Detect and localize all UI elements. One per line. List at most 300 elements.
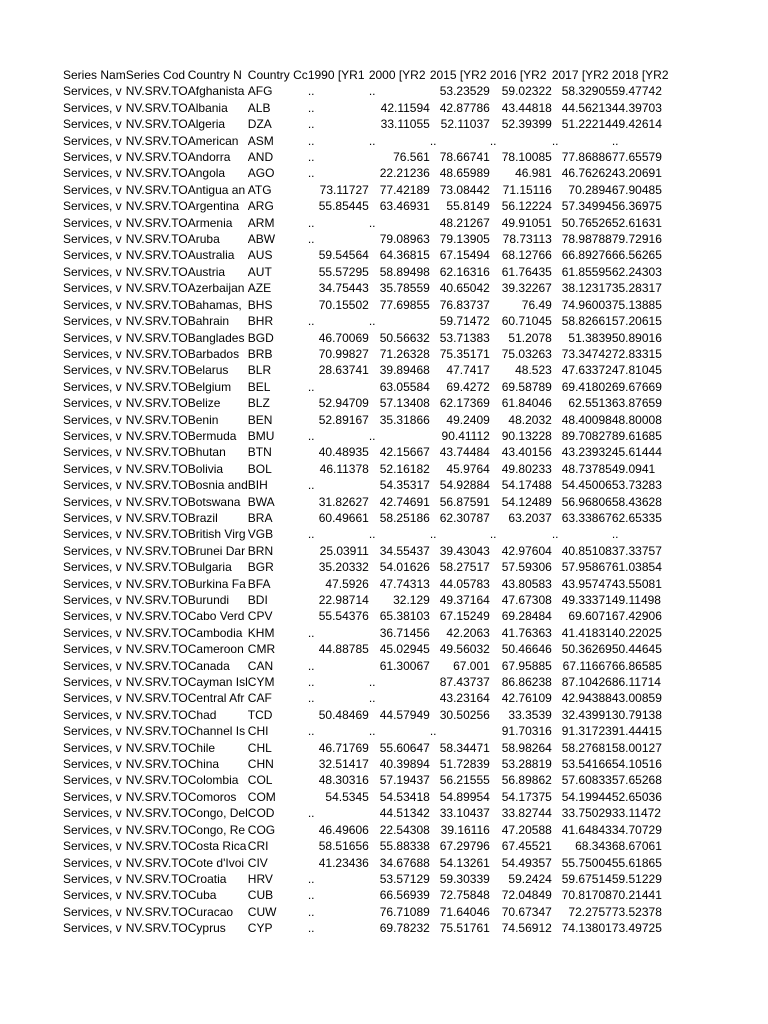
table-cell[interactable]: 61.30067 (379, 658, 430, 673)
table-cell[interactable]: .. (368, 428, 376, 443)
table-cell[interactable]: NV.SRV.TO (125, 740, 188, 755)
table-cell[interactable]: Services, v (63, 543, 122, 558)
table-cell[interactable]: 63.46931 (379, 199, 430, 214)
table-cell[interactable]: Services, v (63, 363, 122, 378)
table-cell[interactable]: .. (368, 724, 376, 739)
table-cell[interactable]: Andorra (187, 150, 231, 165)
header-cell[interactable]: Country N (187, 68, 242, 82)
table-cell[interactable]: .. (307, 232, 315, 247)
table-cell[interactable]: Comoros (187, 789, 237, 804)
table-cell[interactable]: 56.87591 (439, 494, 490, 509)
table-cell[interactable]: Chad (187, 707, 217, 722)
table-cell[interactable]: 47.7417 (446, 363, 490, 378)
table-cell[interactable]: 28.63741 (318, 363, 369, 378)
header-cell[interactable]: 2016 [YR2 (489, 68, 547, 82)
header-cell[interactable]: Country Cc (247, 68, 308, 82)
table-cell[interactable]: Banglades (187, 330, 245, 345)
table-cell[interactable]: NV.SRV.TO (125, 100, 188, 115)
table-cell[interactable]: NV.SRV.TO (125, 379, 188, 394)
table-cell[interactable]: 54.10516 (611, 757, 662, 772)
table-cell[interactable]: 65.38103 (379, 609, 430, 624)
table-cell[interactable]: NV.SRV.TO (125, 396, 188, 411)
table-cell[interactable]: 43.00859 (611, 691, 662, 706)
table-cell[interactable]: Costa Rica (187, 839, 247, 854)
table-cell[interactable]: 55.54376 (318, 609, 369, 624)
table-cell[interactable]: CHI (247, 724, 269, 739)
table-cell[interactable]: NV.SRV.TO (125, 806, 188, 821)
table-cell[interactable]: 52.94709 (318, 396, 369, 411)
table-cell[interactable]: 66.56265 (611, 248, 662, 263)
table-cell[interactable]: 40.22025 (611, 625, 662, 640)
table-cell[interactable]: NV.SRV.TO (125, 248, 188, 263)
table-cell[interactable]: .. (551, 527, 559, 542)
table-cell[interactable]: Chile (187, 740, 216, 755)
table-cell[interactable]: NV.SRV.TO (125, 412, 188, 427)
table-cell[interactable]: Austria (187, 264, 226, 279)
table-cell[interactable]: 40.65042 (439, 281, 490, 296)
table-cell[interactable]: 42.94388 (561, 691, 612, 706)
table-cell[interactable]: 52.11037 (440, 117, 490, 132)
table-cell[interactable]: 50.56632 (379, 330, 430, 345)
table-cell[interactable]: Services, v (63, 740, 122, 755)
table-cell[interactable]: 43.20691 (611, 166, 662, 181)
table-cell[interactable]: 55.75004 (561, 855, 612, 870)
table-cell[interactable]: 40.48935 (318, 445, 369, 460)
table-cell[interactable]: CAN (247, 658, 274, 673)
table-cell[interactable]: 44.88785 (318, 642, 369, 657)
table-cell[interactable]: TCD (247, 707, 273, 722)
header-cell[interactable]: 2000 [YR2 (368, 68, 426, 82)
table-cell[interactable]: NV.SRV.TO (125, 330, 188, 345)
table-cell[interactable]: 69.6071 (568, 609, 612, 624)
table-cell[interactable]: 61.84046 (501, 396, 552, 411)
table-cell[interactable]: AUT (247, 264, 272, 279)
table-cell[interactable]: 59.2424 (508, 871, 552, 886)
table-cell[interactable]: 67.15494 (439, 248, 490, 263)
table-cell[interactable]: .. (307, 888, 315, 903)
table-cell[interactable]: 67.15249 (439, 609, 490, 624)
table-cell[interactable]: 33.3539 (508, 707, 552, 722)
table-cell[interactable]: 59.30339 (439, 871, 490, 886)
table-cell[interactable]: 22.54308 (379, 822, 430, 837)
table-cell[interactable]: 44.05783 (439, 576, 490, 591)
table-cell[interactable]: 67.11667 (562, 658, 612, 673)
table-cell[interactable]: Services, v (63, 527, 122, 542)
table-cell[interactable]: 78.10085 (501, 150, 552, 165)
table-cell[interactable]: 46.49606 (318, 822, 369, 837)
table-cell[interactable]: 22.21236 (379, 166, 430, 181)
table-cell[interactable]: NV.SRV.TO (125, 494, 188, 509)
table-cell[interactable]: 57.13408 (379, 396, 430, 411)
table-cell[interactable]: 69.41802 (561, 379, 612, 394)
table-cell[interactable]: 39.89468 (379, 363, 430, 378)
table-cell[interactable]: NV.SRV.TO (125, 314, 188, 329)
table-cell[interactable]: 59.02322 (501, 84, 552, 99)
table-cell[interactable]: 34.67688 (379, 855, 430, 870)
table-cell[interactable]: 39.43043 (439, 543, 490, 558)
table-cell[interactable]: Services, v (63, 100, 122, 115)
table-cell[interactable]: NV.SRV.TO (125, 871, 188, 886)
table-cell[interactable]: 67.001 (453, 658, 490, 673)
table-cell[interactable]: China (187, 757, 220, 772)
table-cell[interactable]: 58.32905 (561, 84, 612, 99)
table-cell[interactable]: 58.25186 (379, 510, 430, 525)
header-cell[interactable]: 2018 [YR2 (611, 68, 669, 82)
table-cell[interactable]: 58.51656 (318, 839, 369, 854)
table-cell[interactable]: .. (489, 133, 497, 148)
table-cell[interactable]: 48.30316 (318, 773, 369, 788)
table-cell[interactable]: Bahamas, (187, 297, 242, 312)
table-cell[interactable]: 50.76526 (561, 215, 612, 230)
table-cell[interactable]: CRI (247, 839, 269, 854)
table-cell[interactable]: 72.04849 (501, 888, 552, 903)
table-cell[interactable]: 42.15667 (379, 445, 430, 460)
table-cell[interactable]: 41.23436 (318, 855, 369, 870)
table-cell[interactable]: Bermuda (187, 428, 237, 443)
table-cell[interactable]: 57.19437 (379, 773, 430, 788)
table-cell[interactable]: Services, v (63, 117, 122, 132)
table-cell[interactable]: Services, v (63, 346, 122, 361)
table-cell[interactable]: 43.80583 (501, 576, 552, 591)
table-cell[interactable]: 73.11727 (319, 182, 369, 197)
table-cell[interactable]: .. (307, 724, 315, 739)
table-cell[interactable]: Cayman Isl (187, 675, 248, 690)
table-cell[interactable]: ARG (247, 199, 274, 214)
table-cell[interactable]: NV.SRV.TO (125, 757, 188, 772)
table-cell[interactable]: 35.31866 (379, 412, 430, 427)
table-cell[interactable]: 59.54564 (318, 248, 369, 263)
table-cell[interactable]: 35.20332 (318, 560, 369, 575)
table-cell[interactable]: American (187, 133, 239, 148)
table-cell[interactable]: 40.39894 (379, 757, 430, 772)
table-cell[interactable]: 68.12766 (501, 248, 552, 263)
table-cell[interactable]: BMU (247, 428, 275, 443)
table-cell[interactable]: NV.SRV.TO (125, 297, 188, 312)
table-cell[interactable]: 53.73283 (611, 478, 662, 493)
table-cell[interactable]: 59.71472 (439, 314, 490, 329)
table-cell[interactable]: Belarus (187, 363, 229, 378)
table-cell[interactable]: 35.28317 (611, 281, 662, 296)
table-cell[interactable]: 66.89276 (561, 248, 612, 263)
table-cell[interactable]: CUW (247, 904, 277, 919)
table-cell[interactable]: 58.34471 (439, 740, 490, 755)
table-cell[interactable]: 43.74484 (439, 445, 490, 460)
table-cell[interactable]: 74.96003 (561, 297, 612, 312)
table-cell[interactable]: 76.83737 (439, 297, 490, 312)
table-cell[interactable]: Services, v (63, 839, 122, 854)
table-cell[interactable]: 46.70069 (318, 330, 369, 345)
table-cell[interactable]: 48.65989 (439, 166, 490, 181)
table-cell[interactable]: 54.13261 (439, 855, 490, 870)
table-cell[interactable]: BLR (247, 363, 272, 378)
table-cell[interactable]: 43.23932 (561, 445, 612, 460)
table-cell[interactable]: BOL (247, 461, 272, 476)
table-cell[interactable]: Services, v (63, 642, 122, 657)
table-cell[interactable]: .. (368, 691, 376, 706)
table-cell[interactable]: Services, v (63, 593, 122, 607)
table-cell[interactable]: BDI (247, 593, 268, 607)
table-cell[interactable]: Services, v (63, 675, 122, 690)
table-cell[interactable]: .. (307, 904, 315, 919)
table-cell[interactable]: 42.87786 (439, 100, 490, 115)
table-cell[interactable]: 89.70827 (561, 428, 612, 443)
table-cell[interactable]: 34.75443 (318, 281, 369, 296)
table-cell[interactable]: BHS (247, 297, 273, 312)
table-cell[interactable]: 70.99827 (318, 346, 369, 361)
table-cell[interactable]: Services, v (63, 264, 122, 279)
table-cell[interactable]: BFA (247, 576, 271, 591)
table-cell[interactable]: Services, v (63, 822, 122, 837)
table-cell[interactable]: 43.44818 (501, 100, 552, 115)
table-cell[interactable]: Angola (187, 166, 226, 181)
table-cell[interactable]: 49.33371 (561, 593, 612, 607)
table-cell[interactable]: 79.08963 (379, 232, 430, 247)
table-cell[interactable]: .. (307, 379, 315, 394)
table-cell[interactable]: 63.05584 (379, 379, 430, 394)
table-cell[interactable]: 77.86886 (561, 150, 612, 165)
table-cell[interactable]: 54.92884 (439, 478, 490, 493)
table-cell[interactable]: 55.88338 (379, 839, 430, 854)
table-cell[interactable]: 51.72839 (439, 757, 490, 772)
table-cell[interactable]: 89.61685 (611, 428, 662, 443)
table-cell[interactable]: NV.SRV.TO (125, 855, 188, 870)
table-cell[interactable]: 39.32267 (501, 281, 552, 296)
table-cell[interactable]: 91.31723 (561, 724, 612, 739)
header-cell[interactable]: 1990 [YR1 (307, 68, 365, 82)
table-cell[interactable]: NV.SRV.TO (125, 84, 188, 99)
table-cell[interactable]: NV.SRV.TO (125, 789, 188, 804)
table-cell[interactable]: 47.81045 (611, 363, 662, 378)
table-cell[interactable]: 61.85595 (561, 264, 612, 279)
table-cell[interactable]: Cabo Verd (187, 609, 245, 624)
table-cell[interactable]: BHR (247, 314, 274, 329)
table-cell[interactable]: 63.87659 (611, 396, 662, 411)
table-cell[interactable]: Services, v (63, 478, 122, 493)
table-cell[interactable]: Services, v (63, 248, 122, 263)
table-cell[interactable]: NV.SRV.TO (125, 707, 188, 722)
table-cell[interactable]: 37.33757 (611, 543, 662, 558)
table-cell[interactable]: .. (368, 133, 376, 148)
table-cell[interactable]: 42.11594 (380, 100, 430, 115)
table-cell[interactable]: CAF (247, 691, 272, 706)
table-cell[interactable]: Canada (187, 658, 230, 673)
table-cell[interactable]: 74.13801 (561, 921, 612, 936)
table-cell[interactable]: .. (307, 806, 315, 821)
table-cell[interactable]: 46.71769 (318, 740, 369, 755)
table-cell[interactable]: 36.71456 (379, 625, 430, 640)
table-cell[interactable]: .. (429, 133, 437, 148)
table-cell[interactable]: Services, v (63, 724, 122, 739)
table-cell[interactable]: 72.2757 (568, 904, 612, 919)
table-cell[interactable]: 73.34742 (561, 346, 612, 361)
table-cell[interactable]: 58.27517 (439, 560, 490, 575)
table-cell[interactable]: 43.55081 (611, 576, 662, 591)
table-cell[interactable]: 67.45521 (501, 839, 552, 854)
table-cell[interactable]: 73.08442 (439, 182, 490, 197)
table-cell[interactable]: 33.10437 (439, 806, 490, 821)
table-cell[interactable]: 43.40156 (501, 445, 552, 460)
table-cell[interactable]: Services, v (63, 806, 122, 821)
table-cell[interactable]: Services, v (63, 166, 122, 181)
table-cell[interactable]: 57.60833 (561, 773, 612, 788)
table-cell[interactable]: BGD (247, 330, 274, 345)
table-cell[interactable]: AGO (247, 166, 275, 181)
table-cell[interactable]: Bulgaria (187, 560, 232, 575)
table-cell[interactable]: 49.56032 (439, 642, 490, 657)
table-cell[interactable]: .. (611, 527, 619, 542)
table-cell[interactable]: British Virg (187, 527, 246, 542)
table-cell[interactable]: Brunei Dar (187, 543, 246, 558)
table-cell[interactable]: 62.65335 (611, 510, 662, 525)
table-cell[interactable]: Services, v (63, 560, 122, 575)
table-cell[interactable]: 50.36269 (561, 642, 612, 657)
table-cell[interactable]: BRA (247, 510, 273, 525)
table-cell[interactable]: 49.11498 (611, 593, 661, 607)
table-cell[interactable]: Services, v (63, 330, 122, 345)
table-cell[interactable]: 30.50256 (439, 707, 490, 722)
table-cell[interactable]: Australia (187, 248, 235, 263)
table-cell[interactable]: 62.5513 (568, 396, 612, 411)
table-cell[interactable]: NV.SRV.TO (125, 199, 188, 214)
table-cell[interactable]: 44.56213 (561, 100, 612, 115)
table-cell[interactable]: Services, v (63, 707, 122, 722)
table-cell[interactable]: Afghanista (187, 84, 245, 99)
table-cell[interactable]: .. (307, 428, 315, 443)
table-cell[interactable]: 33.11472 (611, 806, 661, 821)
table-cell[interactable]: 70.15502 (318, 297, 369, 312)
table-cell[interactable]: 46.981 (515, 166, 552, 181)
table-cell[interactable]: AND (247, 150, 274, 165)
table-cell[interactable]: 50.48469 (318, 707, 369, 722)
table-cell[interactable]: 58.00127 (611, 740, 662, 755)
table-cell[interactable]: 43.95747 (561, 576, 612, 591)
table-cell[interactable]: 25.03911 (319, 543, 369, 558)
table-cell[interactable]: 34.55437 (379, 543, 430, 558)
table-cell[interactable]: 48.2032 (508, 412, 552, 427)
table-cell[interactable]: Services, v (63, 396, 122, 411)
table-cell[interactable]: ARM (247, 215, 275, 230)
table-cell[interactable]: Services, v (63, 494, 122, 509)
table-cell[interactable]: 58.82661 (561, 314, 612, 329)
table-cell[interactable]: HRV (247, 871, 273, 886)
table-cell[interactable]: Algeria (187, 117, 226, 132)
table-cell[interactable]: CMR (247, 642, 276, 657)
table-cell[interactable]: 68.343 (575, 839, 612, 854)
table-cell[interactable]: Services, v (63, 412, 122, 427)
table-cell[interactable]: 70.21441 (611, 888, 662, 903)
table-cell[interactable]: 48.21267 (439, 215, 490, 230)
table-cell[interactable]: 44.39703 (611, 100, 662, 115)
table-cell[interactable]: .. (368, 215, 376, 230)
table-cell[interactable]: 39.16116 (440, 822, 490, 837)
table-cell[interactable]: 67.29796 (439, 839, 490, 854)
table-cell[interactable]: 42.76109 (501, 691, 552, 706)
table-cell[interactable]: 41.41831 (561, 625, 612, 640)
table-cell[interactable]: .. (307, 117, 315, 132)
table-cell[interactable]: ALB (247, 100, 271, 115)
table-cell[interactable]: 52.61631 (611, 215, 662, 230)
table-cell[interactable]: 87.43737 (439, 675, 490, 690)
table-cell[interactable]: 50.89016 (611, 330, 662, 345)
table-cell[interactable]: 58.98264 (501, 740, 552, 755)
table-cell[interactable]: Services, v (63, 904, 122, 919)
table-cell[interactable]: 54.17488 (501, 478, 552, 493)
table-cell[interactable]: Curacao (187, 904, 234, 919)
table-cell[interactable]: Albania (187, 100, 228, 115)
table-cell[interactable]: .. (368, 84, 376, 99)
table-cell[interactable]: 79.13905 (439, 232, 490, 247)
table-cell[interactable]: .. (307, 921, 315, 936)
table-cell[interactable]: CYM (247, 675, 275, 690)
header-cell[interactable]: Series Nam (63, 68, 126, 82)
table-cell[interactable]: NV.SRV.TO (125, 428, 188, 443)
table-cell[interactable]: Brazil (187, 510, 218, 525)
table-cell[interactable]: Services, v (63, 199, 122, 214)
table-cell[interactable]: 91.44415 (611, 724, 662, 739)
table-cell[interactable]: 75.03263 (501, 346, 552, 361)
table-cell[interactable]: 49.42614 (611, 117, 662, 132)
table-cell[interactable]: 76.71089 (379, 904, 430, 919)
table-cell[interactable]: .. (489, 527, 497, 542)
table-cell[interactable]: 74.56912 (501, 921, 552, 936)
table-cell[interactable]: 61.03854 (611, 560, 662, 575)
table-cell[interactable]: 71.64046 (439, 904, 490, 919)
table-cell[interactable]: NV.SRV.TO (125, 117, 188, 132)
table-cell[interactable]: 35.78559 (379, 281, 430, 296)
table-cell[interactable]: Cuba (187, 888, 217, 903)
table-cell[interactable]: Services, v (63, 215, 122, 230)
table-cell[interactable]: NV.SRV.TO (125, 232, 188, 247)
table-cell[interactable]: 76.49 (521, 297, 552, 312)
table-cell[interactable]: 56.96806 (561, 494, 612, 509)
table-cell[interactable]: 56.89862 (501, 773, 552, 788)
table-cell[interactable]: 66.56939 (379, 888, 430, 903)
table-cell[interactable]: Bosnia and (187, 478, 248, 493)
table-cell[interactable]: 47.74313 (379, 576, 430, 591)
table-cell[interactable]: 59.67514 (561, 871, 612, 886)
table-cell[interactable]: Argentina (187, 199, 240, 214)
table-cell[interactable]: Services, v (63, 379, 122, 394)
table-cell[interactable]: NV.SRV.TO (125, 658, 188, 673)
header-cell[interactable]: 2015 [YR2 (429, 68, 487, 82)
table-cell[interactable]: Services, v (63, 576, 122, 591)
table-cell[interactable]: 55.85445 (318, 199, 369, 214)
table-cell[interactable]: 69.78232 (379, 921, 430, 936)
table-cell[interactable]: .. (429, 527, 437, 542)
table-cell[interactable]: 44.51342 (379, 806, 430, 821)
table-cell[interactable]: Services, v (63, 510, 122, 525)
table-cell[interactable]: 57.95867 (561, 560, 612, 575)
table-cell[interactable]: Services, v (63, 314, 122, 329)
table-cell[interactable]: CHL (247, 740, 272, 755)
table-cell[interactable]: BRN (247, 543, 274, 558)
table-cell[interactable]: Bahrain (187, 314, 230, 329)
table-cell[interactable]: AUS (247, 248, 273, 263)
table-cell[interactable]: 51.3839 (568, 330, 612, 345)
table-cell[interactable]: NV.SRV.TO (125, 543, 188, 558)
table-cell[interactable]: NV.SRV.TO (125, 560, 188, 575)
table-cell[interactable]: 78.73113 (502, 232, 552, 247)
table-cell[interactable]: BGR (247, 560, 274, 575)
table-cell[interactable]: 52.39399 (501, 117, 552, 132)
table-cell[interactable]: 86.86238 (501, 675, 552, 690)
table-cell[interactable]: 56.21555 (439, 773, 490, 788)
table-cell[interactable]: 48.523 (515, 363, 552, 378)
table-cell[interactable]: 49.91051 (501, 215, 552, 230)
table-cell[interactable]: Services, v (63, 789, 122, 804)
table-cell[interactable]: Services, v (63, 625, 122, 640)
table-cell[interactable]: .. (307, 150, 315, 165)
